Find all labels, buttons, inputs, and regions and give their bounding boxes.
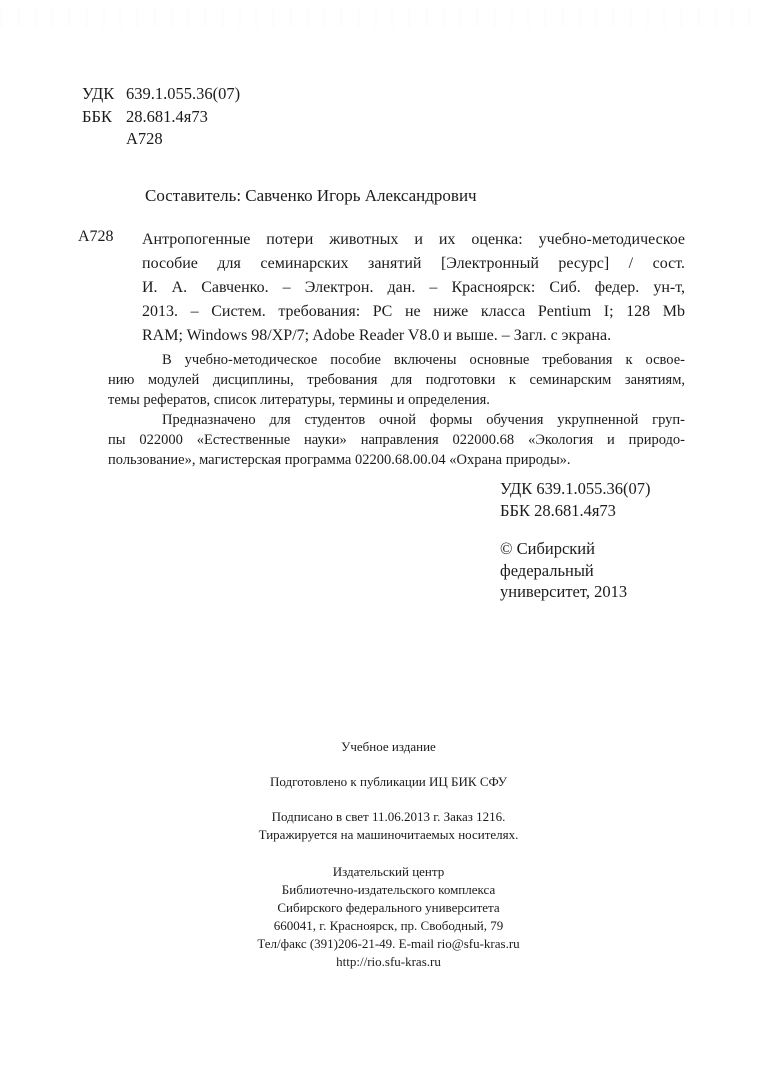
catalog-line: 2013. – Систем. требования: PC не ниже класса Pentium I; 128 Mb [142,303,685,320]
header-codes [82,83,240,151]
catalog-line: пособие для семинарских занятий [Электронный ресурс] / сост. [142,255,685,272]
udk-value: 639.1.055.36(07) [126,84,241,103]
catalog-line: Антропогенные потери животных и их оценка: учебно-методическое [142,231,685,248]
bbk-row [82,106,240,129]
catalog-line: И. А. Савченко. – Электрон. дан. – Красноярск: Сиб. федер. ун-т, [142,279,685,296]
publisher-line: Тел/факс (391)206-21-49. E-mail rio@sfu-kras.ru [257,936,520,951]
annotation-line: пользование», магистерская программа 02200.68.00.04 «Охрана природы». [108,452,571,468]
author-mark-row [82,128,240,151]
copyright-line: федеральный [500,560,594,580]
annotation-line: пы 022000 «Естественные науки» направления 022000.68 «Экология и природо- [108,432,685,448]
edition-type: Учебное издание [341,739,436,754]
annotation [108,350,685,470]
publisher-block [80,863,697,971]
publisher-line: 660041, г. Красноярск, пр. Свободный, 79 [273,918,504,933]
author-mark: А728 [126,129,163,148]
scan-artifact [0,6,764,28]
catalog-text [142,228,685,348]
annotation-line: темы рефератов, список литературы, термины и определения. [108,392,490,408]
copyright-line: университет, 2013 [500,582,628,601]
catalog-author-mark: А728 [78,228,114,245]
compiler-line: Составитель: Савченко Игорь Александрович [145,186,477,205]
catalog-entry [78,228,685,348]
bbk-label: ББК [82,106,112,126]
copyright-notice [500,538,627,603]
bbk-value: 28.681.4я73 [126,106,208,126]
annotation-line: нию модулей дисциплины, требования для подготовки к семинарским занятиям, [108,372,685,388]
prepared-line: Подготовлено к публикации ИЦ БИК СФУ [270,774,507,789]
publisher-line: Сибирского федерального университета [277,900,500,915]
side-udk: УДК 639.1.055.36(07) [500,479,651,498]
media-line: Тиражируется на машиночитаемых носителях. [258,827,519,842]
udk-label: УДК [82,84,115,103]
copyright-line: © Сибирский [500,539,595,558]
udk-row [82,83,240,106]
side-codes [500,478,651,521]
annotation-line: Предназначено для студентов очной формы обучения укрупненной груп- [162,412,685,428]
publisher-line: Библиотечно-издательского комплекса [281,882,496,897]
annotation-line: В учебно-методическое пособие включены основные требования к освое- [162,352,685,368]
side-bbk: ББК 28.681.4я73 [500,500,616,520]
release-block [80,808,697,844]
publisher-line: Издательский центр [332,864,445,879]
catalog-line: RAM; Windows 98/XP/7; Adobe Reader V8.0 и выше. – Загл. с экрана. [142,327,612,344]
publisher-line: http://rio.sfu-kras.ru [336,954,441,969]
release-line: Подписано в свет 11.06.2013 г. Заказ 1216. [271,809,506,824]
